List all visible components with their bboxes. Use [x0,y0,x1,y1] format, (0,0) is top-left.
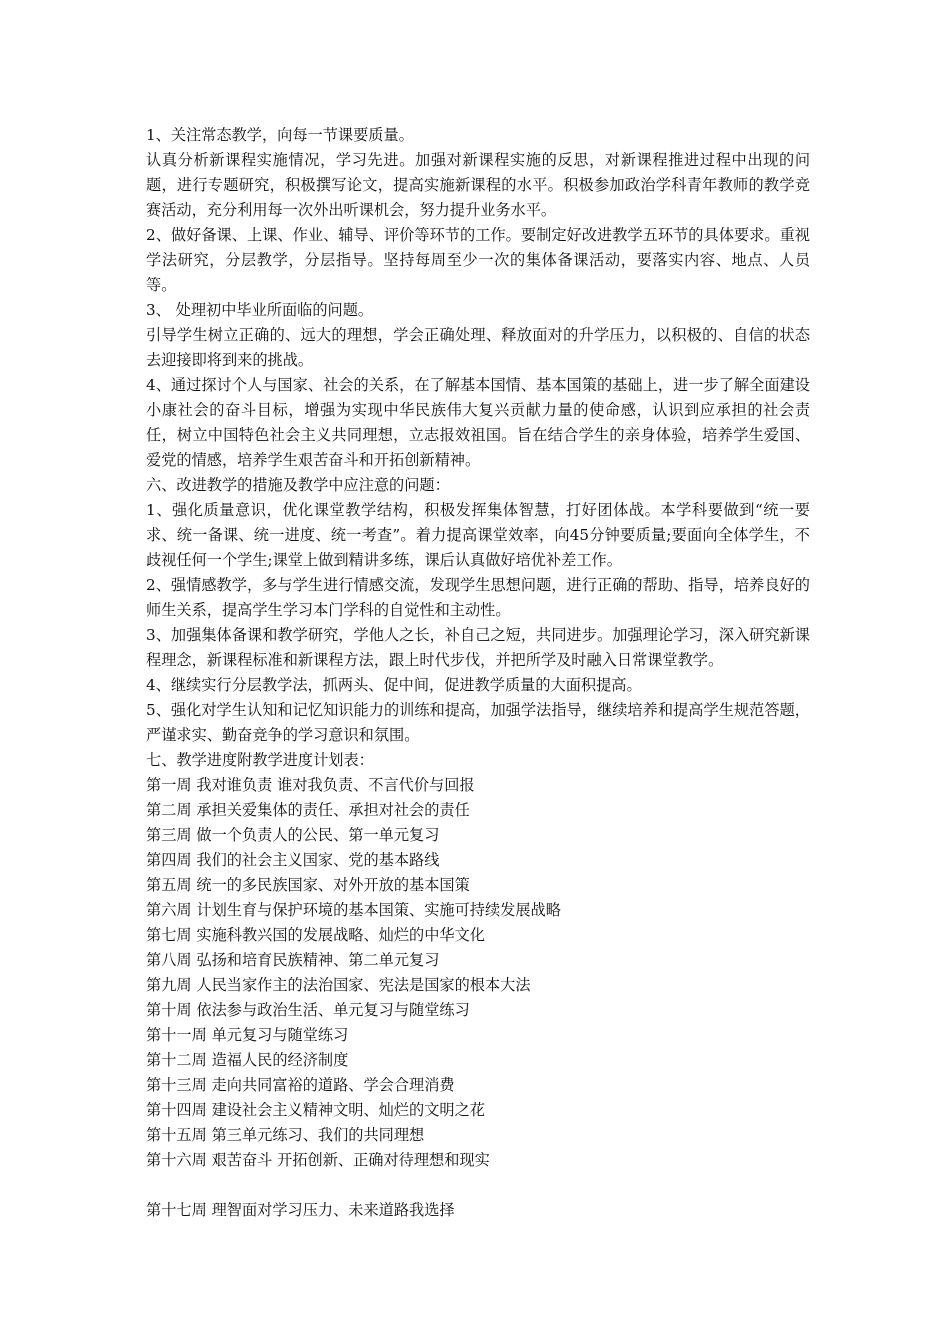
schedule-item: 第六周 计划生育与保护环境的基本国策、实施可持续发展战略 [146,901,561,919]
schedule-item: 第二周 承担关爱集体的责任、承担对社会的责任 [146,801,470,819]
schedule-item: 第十六周 艰苦奋斗 开拓创新、正确对待理想和现实 [146,1151,490,1169]
schedule-item: 第五周 统一的多民族国家、对外开放的基本国策 [146,876,470,894]
schedule-item: 第一周 我对谁负责 谁对我负责、不言代价与回报 [146,776,475,794]
blank-line [146,1173,810,1198]
schedule-item: 第七周 实施科教兴国的发展战略、灿烂的中华文化 [146,926,485,944]
schedule-item: 第三周 做一个负责人的公民、第一单元复习 [146,826,440,844]
document-body [146,123,810,1223]
schedule-item: 第十周 依法参与政治生活、单元复习与随堂练习 [146,1001,470,1019]
schedule-item: 第十三周 走向共同富裕的道路、学会合理消费 [146,1076,455,1094]
paragraph: 4、继续实行分层教学法，抓两头、促中间，促进教学质量的大面积提高。 [146,676,642,694]
schedule-item: 第十五周 第三单元练习、我们的共同理想 [146,1126,425,1144]
schedule-item: 第九周 人民当家作主的法治国家、宪法是国家的根本大法 [146,976,531,994]
paragraph: 4、通过探讨个人与国家、社会的关系，在了解基本国情、基本国策的基础上，进一步了解全面建设小康社会的奋斗目标，增强为实现中华民族伟大复兴贡献力量的使命感，认识到应承担的社会责任，树立中国特色社会主义共同理想，立志报效祖国。旨在结合学生的亲身体验，培养学生爱国、爱党的情感，培养学生艰苦奋斗和开拓创新精神。 [146,376,810,469]
schedule-item: 第八周 弘扬和培育民族精神、第二单元复习 [146,951,440,969]
schedule-item: 第十七周 理智面对学习压力、未来道路我选择 [146,1201,455,1219]
schedule-list [146,773,810,1223]
schedule-item: 第四周 我们的社会主义国家、党的基本路线 [146,851,440,869]
schedule-item: 第十四周 建设社会主义精神文明、灿烂的文明之花 [146,1101,485,1119]
paragraph: 引导学生树立正确的、远大的理想，学会正确处理、释放面对的升学压力，以积极的、自信的状态去迎接即将到来的挑战。 [146,326,810,369]
paragraph: 1、强化质量意识，优化课堂教学结构，积极发挥集体智慧，打好团体战。本学科要做到“统一要求、统一备课、统一进度、统一考查”。着力提高课堂效率，向45分钟要质量;要面向全体学生，不歧视任何一个学生;课堂上做到精讲多练，课后认真做好培优补差工作。 [146,501,810,569]
paragraph: 2、做好备课、上课、作业、辅导、评价等环节的工作。要制定好改进教学五环节的具体要求。重视学法研究，分层教学，分层指导。坚持每周至少一次的集体备课活动，要落实内容、地点、人员等。 [146,226,810,294]
section-heading: 七、教学进度附教学进度计划表： [146,751,374,769]
schedule-item: 第十一周 单元复习与随堂练习 [146,1026,349,1044]
paragraph: 5、强化对学生认知和记忆知识能力的训练和提高，加强学法指导，继续培养和提高学生规范答题，严谨求实、勤奋竞争的学习意识和氛围。 [146,701,810,744]
schedule-item: 第十二周 造福人民的经济制度 [146,1051,349,1069]
paragraph: 3、加强集体备课和教学研究，学他人之长，补自己之短，共同进步。加强理论学习，深入研究新课程理念，新课程标准和新课程方法，跟上时代步伐，并把所学及时融入日常课堂教学。 [146,626,810,669]
paragraph: 3、 处理初中毕业所面临的问题。 [146,301,374,319]
paragraph: 2、强情感教学，多与学生进行情感交流，发现学生思想问题，进行正确的帮助、指导，培养良好的师生关系，提高学生学习本门学科的自觉性和主动性。 [146,576,810,619]
section-heading: 六、改进教学的措施及教学中应注意的问题： [146,476,450,494]
paragraph: 1、关注常态教学，向每一节课要质量。 [146,126,414,144]
paragraph: 认真分析新课程实施情况，学习先进。加强对新课程实施的反思，对新课程推进过程中出现的问题，进行专题研究，积极撰写论文，提高实施新课程的水平。积极参加政治学科青年教师的教学竞赛活动，充分利用每一次外出听课机会，努力提升业务水平。 [146,151,810,219]
